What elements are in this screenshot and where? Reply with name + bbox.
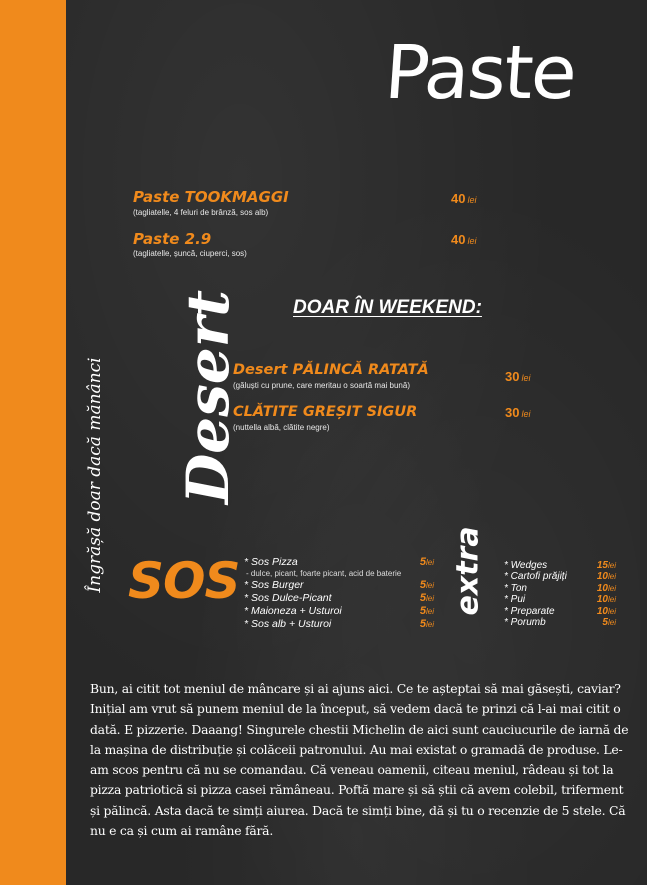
extra-price: 15lei — [596, 560, 616, 571]
extra-price: 5lei — [602, 616, 616, 628]
section-title-paste: Paste — [381, 30, 578, 116]
menu-item-price: 40 lei — [451, 232, 477, 247]
list-item — [504, 571, 616, 582]
sauce-price: 5lei — [419, 579, 434, 591]
list-item — [504, 617, 616, 628]
sauce-variants: - dulce, picant, foarte picant, acid de baterie — [246, 569, 402, 578]
sauce-name: * Sos Burger — [244, 579, 304, 591]
sauce-price: 5lei — [419, 605, 434, 617]
menu-item-name: Paste TOOKMAGGI — [133, 188, 289, 206]
sauce-name: * Sos Dulce-Picant — [244, 592, 332, 604]
sauce-price: 5lei — [419, 556, 434, 568]
menu-item-description: (găluști cu prune, care meritau o soartă mai bună) — [233, 381, 410, 390]
side-tagline: Îngrășă doar dacă mănânci — [85, 357, 105, 593]
extra-price: 10lei — [596, 582, 616, 594]
sauce-name: * Sos Pizza — [244, 556, 298, 568]
extra-name: * Wedges — [504, 560, 548, 571]
menu-item-price: 40 lei — [451, 191, 477, 206]
menu-item-description: (tagliatelle, șuncă, ciuperci, sos) — [133, 249, 247, 258]
extra-price: 10lei — [596, 571, 616, 583]
extra-price: 10lei — [596, 594, 616, 606]
menu-item-name: CLĂTITE GREȘIT SIGUR — [233, 404, 418, 420]
extra-name: * Ton — [504, 582, 527, 594]
menu-item-price: 30 lei — [505, 405, 531, 420]
menu-item-description: (nuttella albă, clătite negre) — [233, 423, 330, 432]
list-item — [504, 606, 616, 617]
extra-name: * Porumb — [504, 616, 546, 628]
list-item — [504, 594, 616, 605]
menu-item-description: (tagliatelle, 4 feluri de brânză, sos alb) — [133, 208, 269, 217]
sauce-name: * Sos alb + Usturoi — [244, 618, 332, 630]
closing-paragraph: Bun, ai citit tot meniul de mâncare și ai ajuns aici. Ce te așteptai să mai găsești, caviar? Inițial am vrut să punem meniul de la început, să vedem dacă te prinzi că l-ai mai citit o dată. E pizzerie. Daaang! Singurele chestii Michelin de aici sunt cauciucurile de iarnă de la mașina de distribuție și colăceii patronului. Au mai existat o gramadă de produse. Le-am scos pentru că nu se comandau. Că veneau oamenii, citeau meniul, râdeau și tot la pizza patriotică si pizza casei rămâneau. Poftă mare și să știi că avem colebil, triferment și pălincă. Asta dacă te simți aiurea. Dacă te simți bine, dă și tu o recenzie de 5 stele. Că nu e ca și cum ai ramâne fără. — [90, 681, 629, 839]
list-item — [244, 579, 434, 592]
list-item — [504, 560, 616, 571]
list-item — [504, 583, 616, 594]
sauce-name: * Maioneza + Usturoi — [244, 605, 342, 617]
sauce-list — [244, 556, 434, 631]
list-item — [244, 605, 434, 618]
extra-name: * Preparate — [504, 605, 555, 617]
menu-item-price: 30 lei — [505, 369, 531, 384]
list-item — [244, 592, 434, 605]
side-accent-bar — [0, 0, 66, 885]
extra-price: 10lei — [596, 605, 616, 617]
list-item — [244, 618, 434, 631]
extra-name: * Cartofi prăjiți — [504, 571, 567, 583]
sauce-price: 5lei — [419, 618, 434, 630]
menu-item-name: Desert PĂLINCĂ RATATĂ — [233, 362, 429, 378]
section-title-extra: extra — [450, 526, 486, 616]
section-title-sos: SOS — [128, 552, 240, 610]
extra-name: * Pui — [504, 594, 526, 606]
weekend-label: DOAR ÎN WEEKEND: — [293, 297, 482, 318]
menu-item-name: Paste 2.9 — [133, 230, 212, 248]
sauce-price: 5lei — [419, 592, 434, 604]
section-title-desert: Desert — [174, 289, 242, 504]
extra-list — [504, 560, 616, 628]
list-item — [244, 556, 434, 569]
